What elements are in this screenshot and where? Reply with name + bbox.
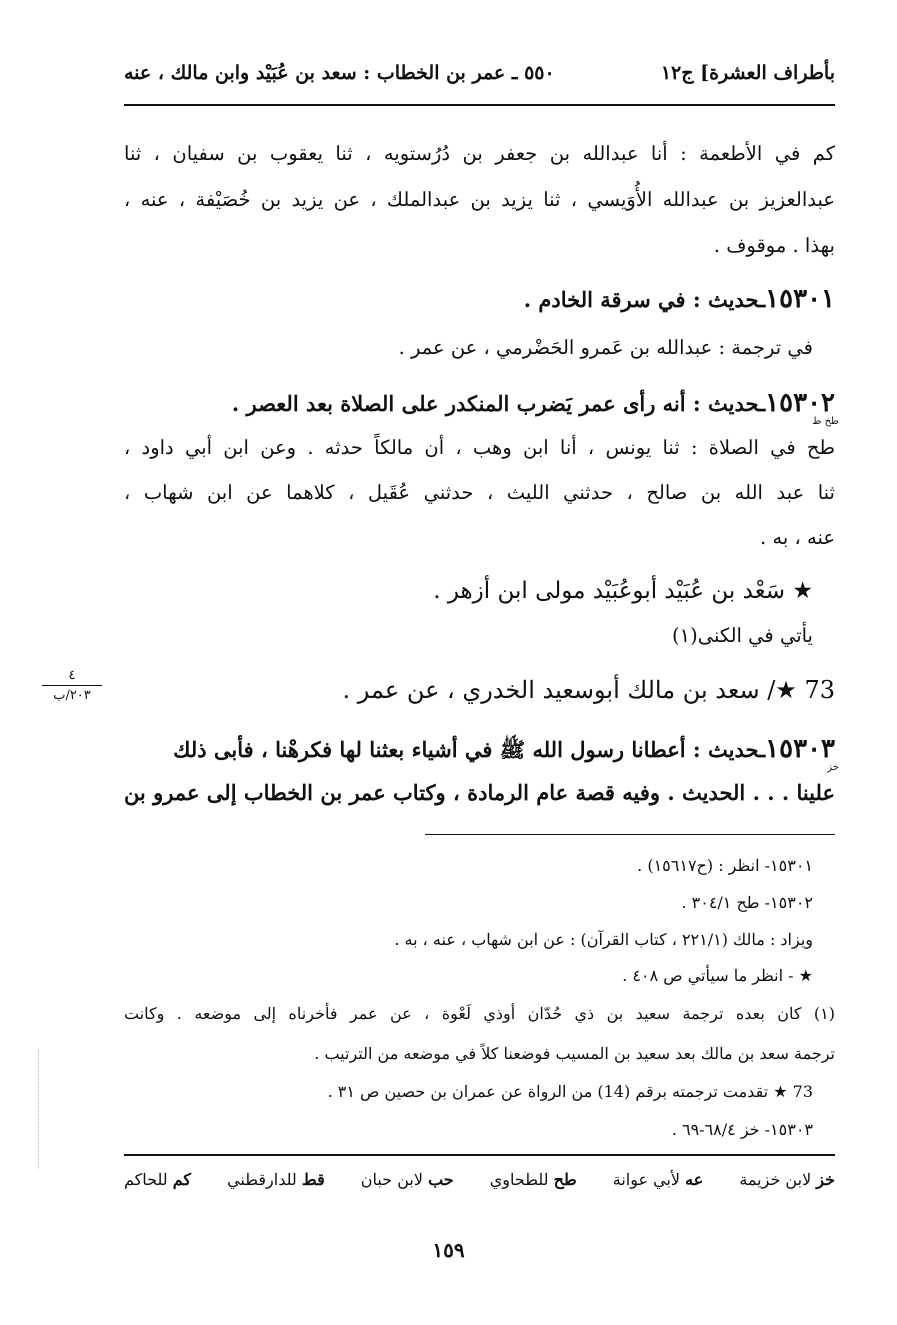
footnote-rule — [425, 834, 835, 835]
entry-saad-bin-ubaid-note: يأتي في الكنى(١) — [672, 624, 813, 647]
legend-item: قط للدارقطني — [227, 1170, 325, 1189]
margin-note-rule — [42, 685, 102, 686]
intro-line-2: عبدالعزيز بن عبدالله الأُوَيسي ، ثنا يزيد بن عبدالملك ، عن يزيد بن خُصَيْفة ، عنه ، — [124, 188, 835, 211]
page-number: ١٥٩ — [432, 1238, 465, 1262]
legend-item: طح للطحاوي — [489, 1170, 577, 1189]
hadith-15303-line-2: علينا . . . الحديث . وفيه قصة عام الرمادة ، وكتاب عمر بن الخطاب إلى عمرو بن — [123, 780, 835, 805]
legend-item: عه لأبي عوانة — [612, 1170, 704, 1189]
hadith-title: ـحديث : في سرقة الخادم . — [523, 287, 766, 312]
running-header — [124, 62, 835, 96]
intro-line-1: كم في الأطعمة : أنا عبدالله بن جعفر بن دُرُستويه ، ثنا يعقوب بن سفيان ، ثنا — [124, 142, 835, 165]
hadith-15301-heading — [124, 284, 835, 314]
header-section-title: ٥٥٠ ـ عمر بن الخطاب : سعد بن عُبَيْد وابن مالك ، عنه — [124, 62, 555, 84]
margin-folio-note — [42, 668, 102, 703]
hadith-15302-line-2: ثنا عبد الله بن صالح ، حدثني الليث ، حدثني عُقَيل ، كلاهما عن ابن شهاب ، — [124, 481, 835, 504]
footnote-15303: ١٥٣٠٣- خز ٦٨/٤-٦٩ . — [671, 1120, 813, 1139]
hadith-15301-body: في ترجمة : عبدالله بن عَمرو الحَضْرمي ، عن عمر . — [398, 336, 813, 359]
margin-note-folio: ٢٠٣/ب — [53, 688, 91, 703]
header-rule — [124, 104, 835, 106]
source-marker: خز — [827, 762, 839, 773]
hadith-15302-heading — [124, 388, 835, 418]
footnote-additional: ويزاد : مالك (٢٢١/١ ، كتاب القرآن) : عن ابن شهاب ، عنه ، به . — [394, 930, 813, 949]
source-marker: طح ط — [812, 416, 839, 427]
scan-edge-mark — [38, 1050, 40, 1170]
hadith-15302-line-1: طح في الصلاة : ثنا يونس ، أنا ابن وهب ، أن مالكاً حدثه . وعن ابن أبي داود ، — [124, 436, 835, 459]
entry-saad-bin-ubaid: ★ سَعْد بن عُبَيْد أبوعُبَيْد مولى ابن أزهر . — [433, 578, 813, 604]
intro-line-3: بهذا . موقوف . — [713, 234, 835, 257]
footnote-star: ★ - انظر ما سيأتي ص ٤٠٨ . — [622, 966, 813, 985]
legend-rule — [124, 1154, 835, 1156]
hadith-title: ـحديث : أعطانا رسول الله ﷺ في أشياء بعثنا لها فكرهْنا ، فأبى ذلك — [173, 737, 766, 762]
legend-item: كم للحاكم — [124, 1170, 192, 1189]
hadith-number: ١٥٣٠٣ — [765, 734, 835, 764]
hadith-number: ١٥٣٠١ — [765, 284, 835, 314]
legend-item: خز لابن خزيمة — [739, 1170, 835, 1189]
hadith-title: ـحديث : أنه رأى عمر يَضرب المنكدر على الصلاة بعد العصر . — [231, 391, 766, 416]
entry-73-heading: 73 ★/ سعد بن مالك أبوسعيد الخدري ، عن عمر . — [342, 676, 835, 704]
margin-note-top: ٤ — [68, 668, 76, 683]
hadith-number: ١٥٣٠٢ — [765, 388, 835, 418]
legend-item: حب لابن حبان — [360, 1170, 454, 1189]
footnote-73: 73 ★ تقدمت ترجمته برقم (14) من الرواة عن عمران بن حصين ص ٣١ . — [327, 1082, 813, 1101]
footnote-1-line-1: (١) كان بعده ترجمة سعيد بن ذي حُدّان أوذي لَعْوة ، عن عمر فأخرناه إلى موضعه . وكانت — [124, 1004, 835, 1023]
hadith-15302-line-3: عنه ، به . — [760, 526, 835, 549]
hadith-15303-heading — [124, 734, 835, 768]
abbreviation-legend — [124, 1170, 835, 1189]
footnote-1-line-2: ترجمة سعد بن مالك بعد سعيد بن المسيب فوضعنا كلاً في موضعه من الترتيب . — [314, 1044, 835, 1063]
header-book-title: بأطراف العشرة] ج١٢ — [660, 62, 835, 84]
footnote-15301: ١٥٣٠١- انظر : (ح١٥٦١٧) . — [637, 856, 813, 875]
footnote-15302: ١٥٣٠٢- طح ٣٠٤/١ . — [681, 893, 813, 912]
